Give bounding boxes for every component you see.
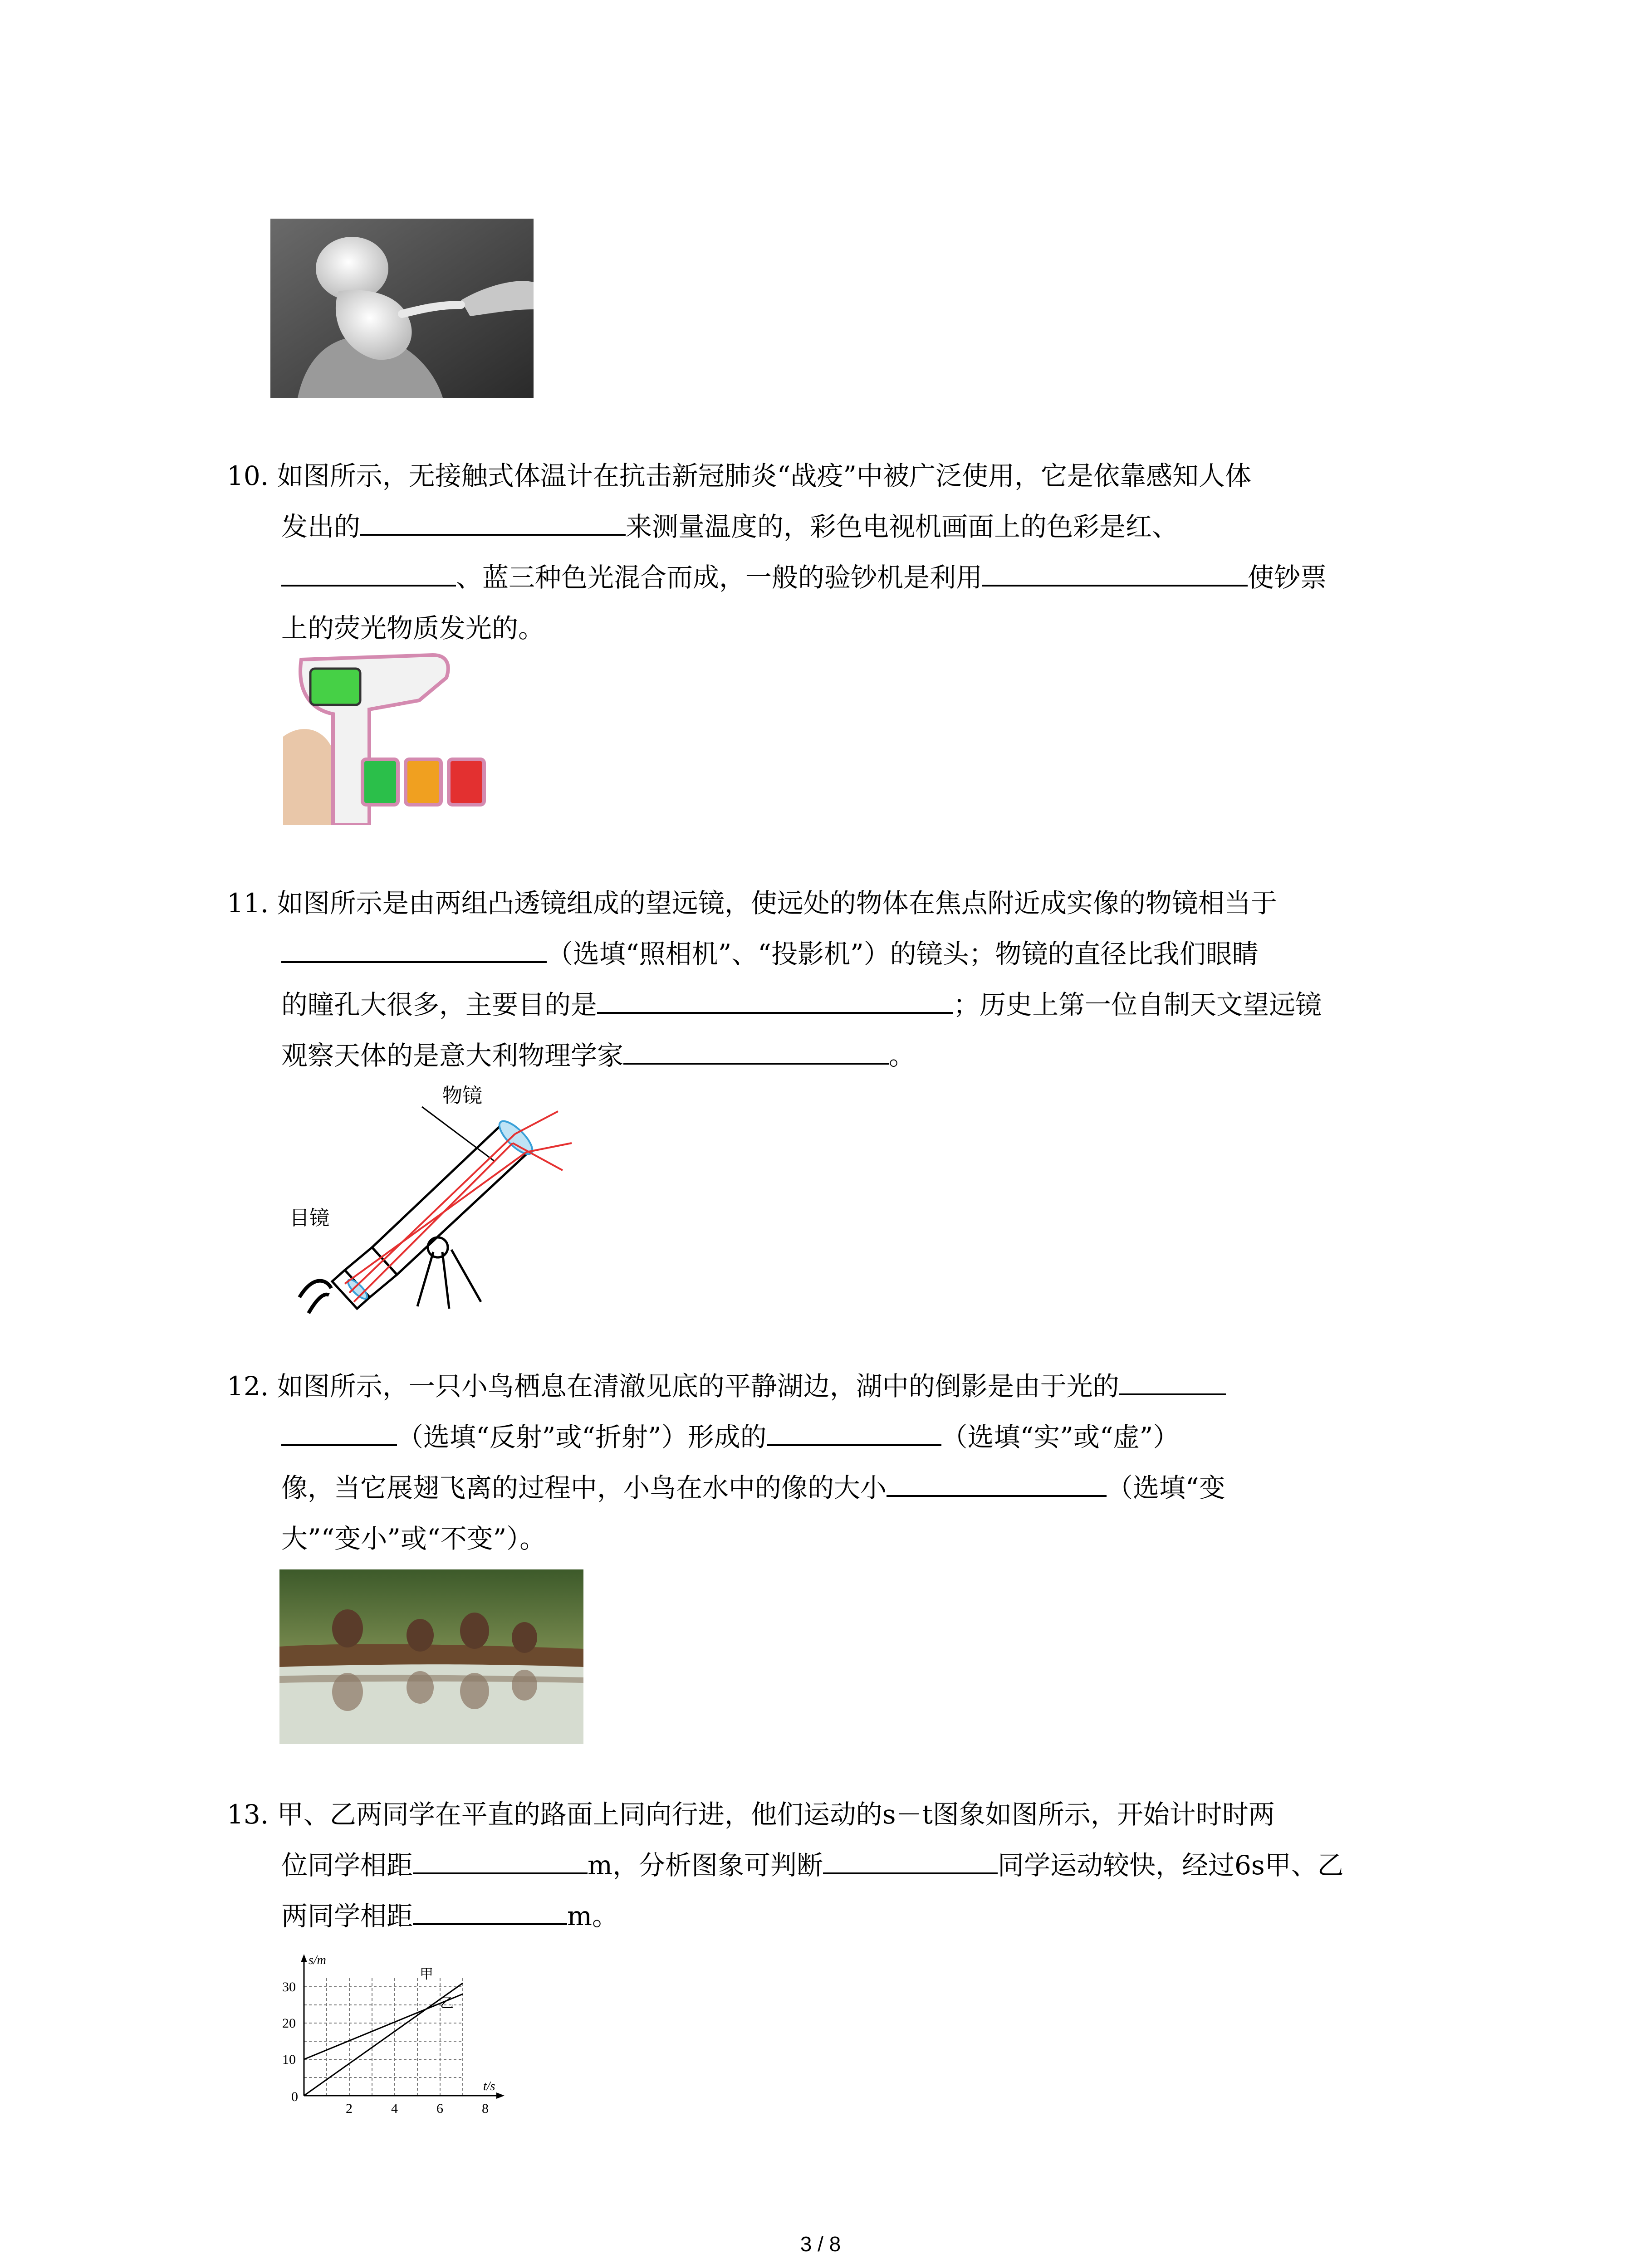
question-text: 观察天体的是意大利物理学家 [281,1040,624,1071]
question-text: （选填“实”或“虚”） [941,1422,1180,1452]
question-text: 如图所示，一只小鸟栖息在清澈见底的平静湖边，湖中的倒影是由于光的 [277,1371,1119,1402]
question-text: （选填“变 [1107,1472,1225,1503]
question-text: 甲、乙两同学在平直的路面上同向行进，他们运动的s－t图象如图所示，开始计时时两 [277,1799,1275,1830]
telescope-diagram [281,1080,581,1315]
question-number: 11. [227,888,269,919]
eyepiece-label: 目镜 [289,1207,329,1229]
answer-blank[interactable] [1119,1362,1226,1395]
y-axis-label: s/m [309,1953,326,1967]
question-number: 10. [227,460,269,491]
question-number: 13. [227,1799,269,1830]
answer-blank[interactable] [887,1463,1107,1497]
y-tick-label: 10 [282,2052,296,2067]
objective-lens-label: 物镜 [442,1085,482,1107]
fetus-model-photo [270,219,534,398]
answer-blank[interactable] [767,1413,941,1446]
question-text: 来测量温度的，彩色电视机画面上的色彩是红、 [626,511,1179,542]
question-text: 位同学相距 [281,1850,413,1881]
question-12 [227,1361,1452,1564]
y-axis-arrow [301,1954,307,1962]
question-11 [227,878,1452,1081]
question-13 [227,1789,1452,1941]
series-line-2 [304,1994,463,2059]
x-tick-label: 8 [482,2101,489,2116]
question-text: ；历史上第一位自制天文望远镜 [953,989,1322,1020]
question-text: 、蓝三种色光混合而成，一般的验钞机是利用 [456,562,983,593]
answer-blank[interactable] [281,1413,397,1446]
question-text: 。 [889,1040,916,1071]
question-text: 如图所示，无接触式体温计在抗击新冠肺炎“战疫”中被广泛使用，它是依靠感知人体 [277,460,1251,491]
answer-blank[interactable] [413,1892,567,1925]
question-text: 大”“变小”或“不变”）。 [281,1523,546,1554]
question-text: 的瞳孔大很多，主要目的是 [281,989,598,1020]
question-text: 发出的 [281,511,361,542]
y-tick-label: 20 [282,2016,296,2031]
question-text: 两同学相距 [281,1901,413,1931]
question-text: （选填“反射”或“折射”）形成的 [397,1422,767,1452]
question-10 [227,450,1452,654]
answer-blank[interactable] [823,1841,998,1874]
x-tick-label: 0 [291,2089,298,2104]
x-tick-label: 4 [391,2101,398,2116]
chart-labels [282,1953,495,2116]
question-number: 12. [227,1371,269,1402]
s-t-chart [272,1946,508,2121]
question-text: m。 [567,1901,619,1931]
page-number: 3 / 8 [800,2232,841,2256]
question-text: m，分析图象可判断 [588,1850,823,1881]
x-tick-label: 6 [436,2101,443,2116]
question-text: 同学运动较快，经过6s甲、乙 [998,1850,1344,1881]
answer-blank[interactable] [623,1031,889,1065]
question-text: 像，当它展翅飞离的过程中，小鸟在水中的像的大小 [281,1472,887,1503]
x-axis-label: t/s [483,2079,495,2093]
series-label: 乙 [440,1996,454,2011]
answer-blank[interactable] [360,502,626,536]
answer-blank[interactable] [281,553,456,587]
question-text: 使钞票 [1248,562,1327,593]
chart-grid [304,1976,463,2096]
answer-blank[interactable] [982,553,1248,587]
series-label: 甲 [420,1967,433,1982]
infrared-thermometer-photo [283,646,496,825]
y-tick-label: 30 [282,1980,296,1994]
answer-blank[interactable] [413,1841,588,1874]
x-axis-arrow [496,2092,505,2099]
x-tick-label: 2 [346,2101,353,2116]
series-line-1 [304,1983,463,2096]
birds-reflection-photo [279,1569,583,1744]
answer-blank[interactable] [281,929,547,963]
question-text: 上的荧光物质发光的。 [281,613,545,644]
chart-series [304,1983,463,2096]
question-text: 如图所示是由两组凸透镜组成的望远镜，使远处的物体在焦点附近成实像的物镜相当于 [277,888,1277,919]
answer-blank[interactable] [597,980,953,1014]
question-text: （选填“照相机”、“投影机”）的镜头；物镜的直径比我们眼睛 [547,938,1259,969]
